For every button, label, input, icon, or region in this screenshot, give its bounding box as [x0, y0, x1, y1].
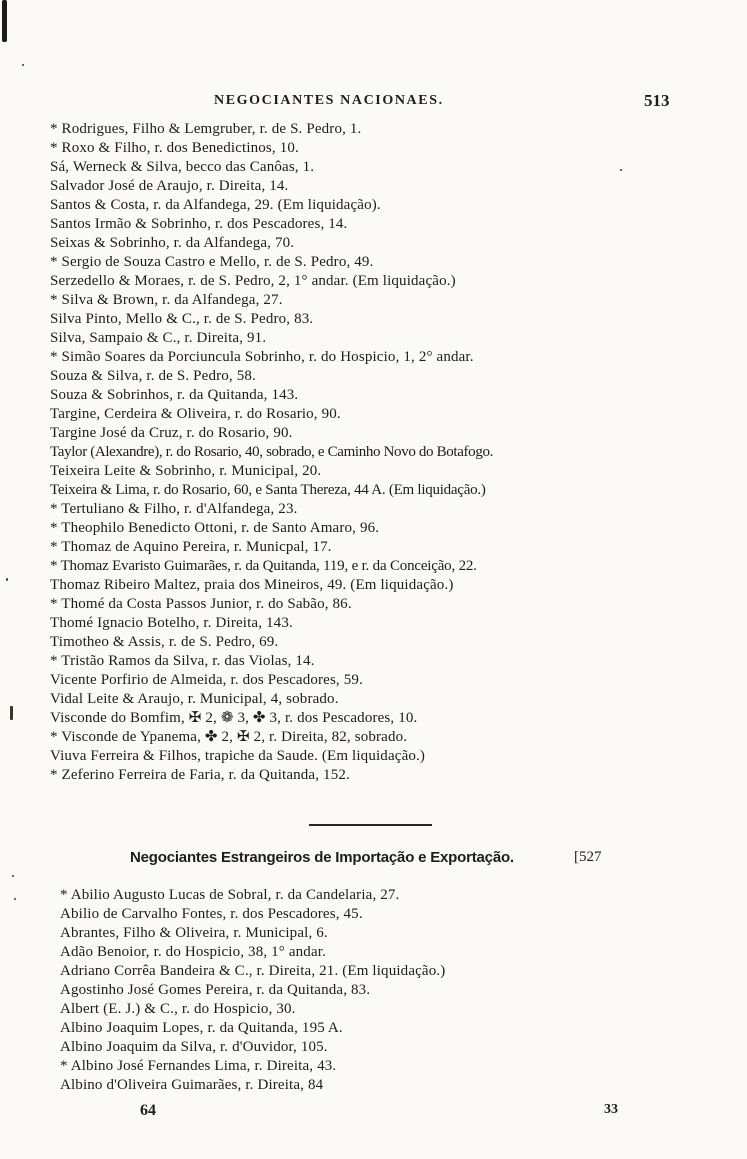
list-item: Albino Joaquim Lopes, r. da Quitanda, 195 A. — [60, 1020, 343, 1036]
ink-speck — [12, 875, 14, 877]
running-title: NEGOCIANTES NACIONAES. — [214, 93, 444, 108]
list-item: * Visconde de Ypanema, ✤ 2, ✠ 2, r. Direita, 82, sobrado. — [50, 729, 408, 745]
list-item: Santos & Costa, r. da Alfandega, 29. (Em liquidação). — [50, 197, 381, 213]
ink-speck — [14, 898, 16, 900]
list-item: Santos Irmão & Sobrinho, r. dos Pescadores, 14. — [50, 216, 348, 232]
list-item: Serzedello & Moraes, r. de S. Pedro, 2, 1° andar. (Em liquidação.) — [50, 273, 456, 289]
list-item: Salvador José de Araujo, r. Direita, 14. — [50, 178, 289, 194]
list-item: * Abilio Augusto Lucas de Sobral, r. da Candelaria, 27. — [60, 887, 400, 903]
list-item: Viuva Ferreira & Filhos, trapiche da Saude. (Em liquidação.) — [50, 748, 426, 764]
ink-speck — [10, 706, 13, 720]
section-reference: [527 — [574, 849, 602, 865]
list-item: Souza & Sobrinhos, r. da Quitanda, 143. — [50, 387, 299, 403]
list-item: Timotheo & Assis, r. de S. Pedro, 69. — [50, 634, 279, 650]
list-item: * Sergio de Souza Castro e Mello, r. de S. Pedro, 49. — [50, 254, 374, 270]
binding-mark — [2, 0, 7, 42]
list-item: Targine, Cerdeira & Oliveira, r. do Rosario, 90. — [50, 406, 341, 422]
signature-mark: 64 — [140, 1102, 156, 1119]
list-item: Sá, Werneck & Silva, becco das Canôas, 1. — [50, 159, 315, 175]
list-item: Albino d'Oliveira Guimarães, r. Direita, 84 — [60, 1077, 324, 1093]
list-item: Thomaz Ribeiro Maltez, praia dos Mineiros, 49. (Em liquidação.) — [50, 577, 454, 593]
ink-speck — [620, 169, 622, 171]
list-item: Souza & Silva, r. de S. Pedro, 58. — [50, 368, 256, 384]
list-item: * Zeferino Ferreira de Faria, r. da Quitanda, 152. — [50, 767, 350, 783]
list-item: Taylor (Alexandre), r. do Rosario, 40, sobrado, e Caminho Novo do Botafogo. — [50, 444, 494, 460]
list-item: * Albino José Fernandes Lima, r. Direita, 43. — [60, 1058, 337, 1074]
list-item: Targine José da Cruz, r. do Rosario, 90. — [50, 425, 293, 441]
list-item: * Theophilo Benedicto Ottoni, r. de Santo Amaro, 96. — [50, 520, 380, 536]
list-item: * Tristão Ramos da Silva, r. das Violas, 14. — [50, 653, 315, 669]
list-item: Albino Joaquim da Silva, r. d'Ouvidor, 105. — [60, 1039, 328, 1055]
list-item: * Thomaz de Aquino Pereira, r. Municpal, 17. — [50, 539, 332, 555]
sheet-number: 33 — [604, 1102, 618, 1117]
page-number: 513 — [644, 91, 670, 110]
list-item: Teixeira Leite & Sobrinho, r. Municipal, 20. — [50, 463, 322, 479]
ink-speck — [22, 64, 24, 66]
list-item: Teixeira & Lima, r. do Rosario, 60, e Santa Thereza, 44 A. (Em liquidação.) — [50, 482, 486, 498]
running-header — [0, 93, 747, 113]
list-item: Thomé Ignacio Botelho, r. Direita, 143. — [50, 615, 293, 631]
section-heading: Negociantes Estrangeiros de Importação e Exportação. — [130, 849, 514, 866]
list-item: * Simão Soares da Porciuncula Sobrinho, r. do Hospicio, 1, 2° andar. — [50, 349, 474, 365]
list-item: Albert (E. J.) & C., r. do Hospicio, 30. — [60, 1001, 296, 1017]
list-item: Vicente Porfirio de Almeida, r. dos Pescadores, 59. — [50, 672, 363, 688]
list-item: Agostinho José Gomes Pereira, r. da Quitanda, 83. — [60, 982, 371, 998]
section-divider — [309, 824, 432, 826]
list-item: * Thomé da Costa Passos Junior, r. do Sabão, 86. — [50, 596, 352, 612]
ink-speck — [6, 578, 8, 581]
list-item: Abrantes, Filho & Oliveira, r. Municipal, 6. — [60, 925, 328, 941]
list-item: Visconde do Bomfim, ✠ 2, ❁ 3, ✤ 3, r. dos Pescadores, 10. — [50, 710, 418, 726]
list-item: Silva, Sampaio & C., r. Direita, 91. — [50, 330, 267, 346]
list-item: * Thomaz Evaristo Guimarães, r. da Quitanda, 119, e r. da Conceição, 22. — [50, 558, 477, 574]
list-item: Seixas & Sobrinho, r. da Alfandega, 70. — [50, 235, 295, 251]
list-item: Adão Benoior, r. do Hospicio, 38, 1° andar. — [60, 944, 326, 960]
list-item: Silva Pinto, Mello & C., r. de S. Pedro, 83. — [50, 311, 314, 327]
list-item: * Rodrigues, Filho & Lemgruber, r. de S. Pedro, 1. — [50, 121, 362, 137]
list-item: * Roxo & Filho, r. dos Benedictinos, 10. — [50, 140, 299, 156]
list-item: * Tertuliano & Filho, r. d'Alfandega, 23. — [50, 501, 298, 517]
list-item: Adriano Corrêa Bandeira & C., r. Direita, 21. (Em liquidação.) — [60, 963, 446, 979]
list-item: Vidal Leite & Araujo, r. Municipal, 4, sobrado. — [50, 691, 339, 707]
list-item: Abilio de Carvalho Fontes, r. dos Pescadores, 45. — [60, 906, 363, 922]
list-item: * Silva & Brown, r. da Alfandega, 27. — [50, 292, 283, 308]
